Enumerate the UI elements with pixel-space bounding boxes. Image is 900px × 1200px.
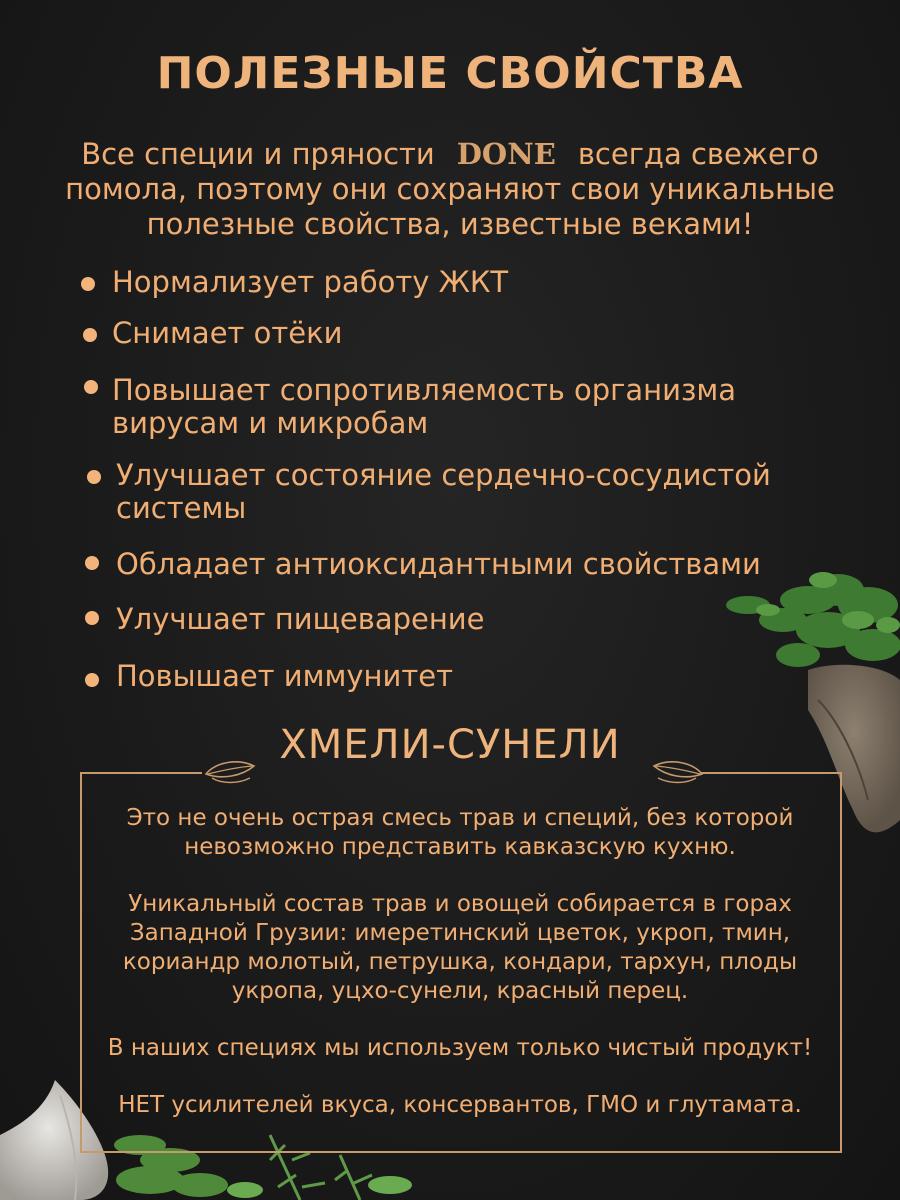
bullet-dot <box>84 380 98 394</box>
product-description <box>100 804 820 1148</box>
list-item <box>116 548 761 581</box>
list-item <box>116 603 485 636</box>
benefit-text: Нормализует работу ЖКТ <box>112 265 509 299</box>
description-paragraph: Уникальный состав трав и овощей собирается в горах Западной Грузии: имеретинский цветок, укроп, тмин, кориандр молотый, петрушка, кондари, тархун, плоды укропа, уцхо-сунели, красный перец. <box>122 891 798 1004</box>
bay-leaf-icon <box>202 754 260 788</box>
intro-after-brand: всегда свежего помола, поэтому они сохраняют свои уникальные полезные свойства, известные веками! <box>65 137 835 241</box>
brand-name: DONE <box>456 137 556 171</box>
bullet-dot <box>87 470 101 484</box>
intro-text <box>50 137 850 242</box>
intro-before-brand: Все специи и пряности <box>81 137 435 171</box>
frame-top-left-line <box>80 772 202 774</box>
list-item <box>112 317 343 350</box>
list-item <box>112 374 736 440</box>
benefit-text: Улучшает состояние сердечно-сосудистой системы <box>116 458 771 525</box>
description-paragraph: В наших специях мы используем только чистый продукт! <box>107 1035 813 1061</box>
description-paragraph: Это не очень острая смесь трав и специй, без которой невозможно представить кавказскую кухню. <box>126 805 794 860</box>
frame-top-right-line <box>700 772 840 774</box>
bullet-dot <box>85 556 99 570</box>
bullet-dot <box>85 673 99 687</box>
bullet-dot <box>83 328 97 342</box>
bullet-dot <box>85 611 99 625</box>
bay-leaf-icon <box>648 754 706 788</box>
list-item <box>116 660 453 693</box>
description-paragraph: НЕТ усилителей вкуса, консервантов, ГМО и глутамата. <box>118 1092 802 1118</box>
product-title: ХМЕЛИ-СУНЕЛИ <box>279 722 621 768</box>
benefit-text: Улучшает пищеварение <box>116 602 485 636</box>
bullet-dot <box>81 277 95 291</box>
list-item <box>116 459 771 525</box>
benefit-text: Повышает иммунитет <box>116 659 453 693</box>
benefit-text: Снимает отёки <box>112 316 343 350</box>
page-title: ПОЛЕЗНЫЕ СВОЙСТВА <box>156 48 744 99</box>
benefit-text: Повышает сопротивляемость организма вирусам и микробам <box>112 373 737 440</box>
benefit-text: Обладает антиоксидантными свойствами <box>116 547 761 581</box>
list-item <box>112 266 508 299</box>
